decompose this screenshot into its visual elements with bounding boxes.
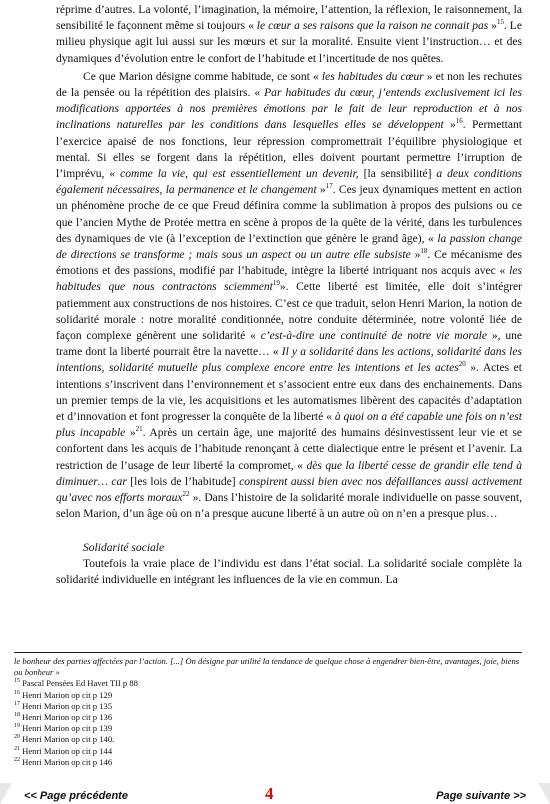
page-number: 4 xyxy=(265,784,274,803)
quote: Il y a solidarité dans les actions, solidarité dans les intentions, solidarité mutuelle plus complexe encore entre les intentions et les actes xyxy=(56,346,522,375)
footnote-list xyxy=(14,678,529,768)
previous-page-link[interactable]: << Page précédente xyxy=(24,790,128,802)
text-run: . Le milieu physique agit lui aussi sur les mœurs et sur la moralité. Ensuite vient l’instruction… et des dynamiques d’évolution entre le confort de l’habitude et l’incertitude de nos quêtes. xyxy=(56,20,522,65)
quote: à quoi on a été capable une fois on n’est plus incapable xyxy=(56,411,522,440)
text-run: . Ce mécanisme des émotions et des passions, modifié par l’habitude, intègre la liberté intriquant nos acquis avec « xyxy=(56,249,522,278)
footnote-number: 17 xyxy=(14,700,20,707)
footnotes xyxy=(14,652,529,768)
footnote-text: Henri Marion op cit p 144 xyxy=(20,745,113,756)
footnote-item xyxy=(14,690,529,701)
body-text xyxy=(56,2,522,588)
footnote-ref: 19 xyxy=(272,279,280,288)
text-run: », une trame dont la liberté pourrait être la navette… « xyxy=(56,330,522,359)
footnote-ref: 15 xyxy=(496,18,504,27)
quote: le cœur a ses raisons que la raison ne connait pas xyxy=(256,20,489,33)
quote: comme la vie, qui est essentiellement un devenir, xyxy=(120,168,359,181)
text-run: ». Cette liberté est limitée, elle doit s’intégrer patiemment aux constructions de nos histoires. C’est ce que traduit, selon Henri Marion, la notion de solidarité morale : notre moralité conditionnée, notre conduite déterminée, notre volonté liée de façon complexe génèrent une solidarité « xyxy=(56,281,522,343)
quote: les habitudes du cœur xyxy=(321,70,424,83)
footnote-number: 18 xyxy=(14,712,20,719)
quote: les habitudes que nous contractons sciemment xyxy=(56,265,522,294)
next-page-link[interactable]: Page suivante >> xyxy=(436,790,526,802)
text-run: [les lois de l’habitude] xyxy=(126,475,240,488)
footnote-text: Henri Marion op cit p 129 xyxy=(20,689,113,700)
text-run: » et non les rechutes de la pensée ou la répétition des plaisirs. « xyxy=(56,70,523,100)
paragraph-1 xyxy=(56,2,522,67)
footnote-text: Henri Marion op cit p 146 xyxy=(20,756,113,767)
text-run: . Après un certain âge, une majorité des humains désinvestissent leur vie et se confortent dans les acquis de l’habitude renonçant à cette dialectique entre le présent et l’avenir. La restriction de l’usage de leur liberté la compromet, « xyxy=(56,427,522,472)
page-navigation xyxy=(0,783,550,804)
footnote-divider xyxy=(14,652,522,653)
footnote-number: 16 xyxy=(14,689,20,696)
footnote-item xyxy=(14,723,529,734)
footnote-number: 20 xyxy=(14,734,20,741)
footnote-ref: 20 xyxy=(458,360,466,369)
footnote-text: Henri Marion op cit p 135 xyxy=(20,700,113,711)
footnote-number: 21 xyxy=(14,745,20,752)
footnote-item xyxy=(14,746,529,757)
footnote-ref: 18 xyxy=(420,247,428,256)
text-run: ». Dans l’histoire de la solidarité morale individuelle on passe souvent, selon Marion, d’un âge où on n’a presque aucune liberté à un autre où on n’en a presque plus… xyxy=(56,492,523,521)
quote: c’est-à-dire une continuité de notre vie morale xyxy=(260,330,487,343)
text-run: » xyxy=(488,20,497,33)
footnote-number: 19 xyxy=(14,723,20,730)
footnote-ref: 22 xyxy=(182,490,190,499)
footnote-ref: 16 xyxy=(455,117,463,126)
text-run: . Ces jeux dynamiques mettent en action un phénomène proche de ce que Freud définira comme la sublimation à propos des pulsions ou ce que l’ancien Mythe de Protée mettra en scène à propos de la quête de la vérité, dans les turbulences des dynamiques de vie (à l’exception de l’extinction que génère le grand âge), « xyxy=(56,184,522,245)
footnote-number: 22 xyxy=(14,756,20,763)
text-run: réprime d’autres. La volonté, l’imagination, la mémoire, l’attention, la réflexion, le raisonnement, la sensibilité le façonnent même si toujours « xyxy=(56,4,522,33)
quote: conspirent aussi bien avec nos défaillances aussi activement qu’avec nos efforts moraux xyxy=(56,475,522,505)
text-run: » xyxy=(410,249,421,262)
quote: a deux conditions également nécessaires, la permanence et le changement xyxy=(56,168,522,197)
paragraph-2 xyxy=(56,69,522,523)
footnote-item xyxy=(14,701,529,712)
footnote-text: Henri Marion op cit p 139 xyxy=(20,723,113,734)
footnote-text: Pascal Pensées Ed Havet TII p 88 xyxy=(20,678,138,689)
quote: dès que la liberté cesse de grandir elle tend à diminuer… car xyxy=(56,459,522,488)
text-run: » xyxy=(125,427,136,440)
footnote-ref: 21 xyxy=(135,425,143,434)
section-heading: Solidarité sociale xyxy=(83,541,165,554)
text-run: [la sensibilité] xyxy=(358,168,437,181)
footnote-item xyxy=(14,678,529,689)
quote: Par habitudes du cœur, j’entends exclusivement ici les modifications apportées à nos premières émotions par le fait de leur reproduction et à nos inclinations naturelles par les conditions dans lesquelles elles se développent xyxy=(56,87,522,132)
text-run: . Permettant l’exercice apaisé de nos fonctions, leur répression compromettrait l’équilibre physiologique et mental. Si elles se forgent dans la répétition, elles doivent pourtant permettre l’irruption de l’imprévu, « xyxy=(56,119,522,181)
footnote-continuation: le bonheur des parties affectées par l’action. [...] On désigne par utilité la tendance de quelque chose à engendrer bien-être, avantages, joie, biens ou bonheur » xyxy=(14,656,520,678)
footnote-text: Henri Marion op cit p 136 xyxy=(20,712,113,723)
text-run: Ce que Marion désigne comme habitude, ce sont « xyxy=(83,70,322,83)
footnote-item xyxy=(14,734,529,745)
footnote-item xyxy=(14,757,529,768)
footnote-number: 15 xyxy=(14,678,20,685)
text-run: ». Actes et intentions s’inscrivent dans l’environnement et s’associent entre eux dans des enchainements. Dans un premier temps de la vie, les acquisitions et les automatismes libèrent des capacités d’adaptation et d’innovation et font progresser la conquête de la liberté « xyxy=(56,362,523,424)
footnote-item xyxy=(14,712,529,723)
paragraph-3: Toutefois la vraie place de l’individu est dans l’état social. La solidarité sociale complète la solidarité individuelle en intégrant les influences de la vie en commun. La xyxy=(56,557,522,586)
footnote-text: Henri Marion op cit p 140. xyxy=(20,734,115,745)
text-run: » xyxy=(443,119,456,132)
text-run: » xyxy=(316,184,326,197)
footnote-ref: 17 xyxy=(325,182,333,191)
quote: la passion change de directions se transforme ; mais sous un aspect ou un autre elle subsiste xyxy=(56,232,522,262)
